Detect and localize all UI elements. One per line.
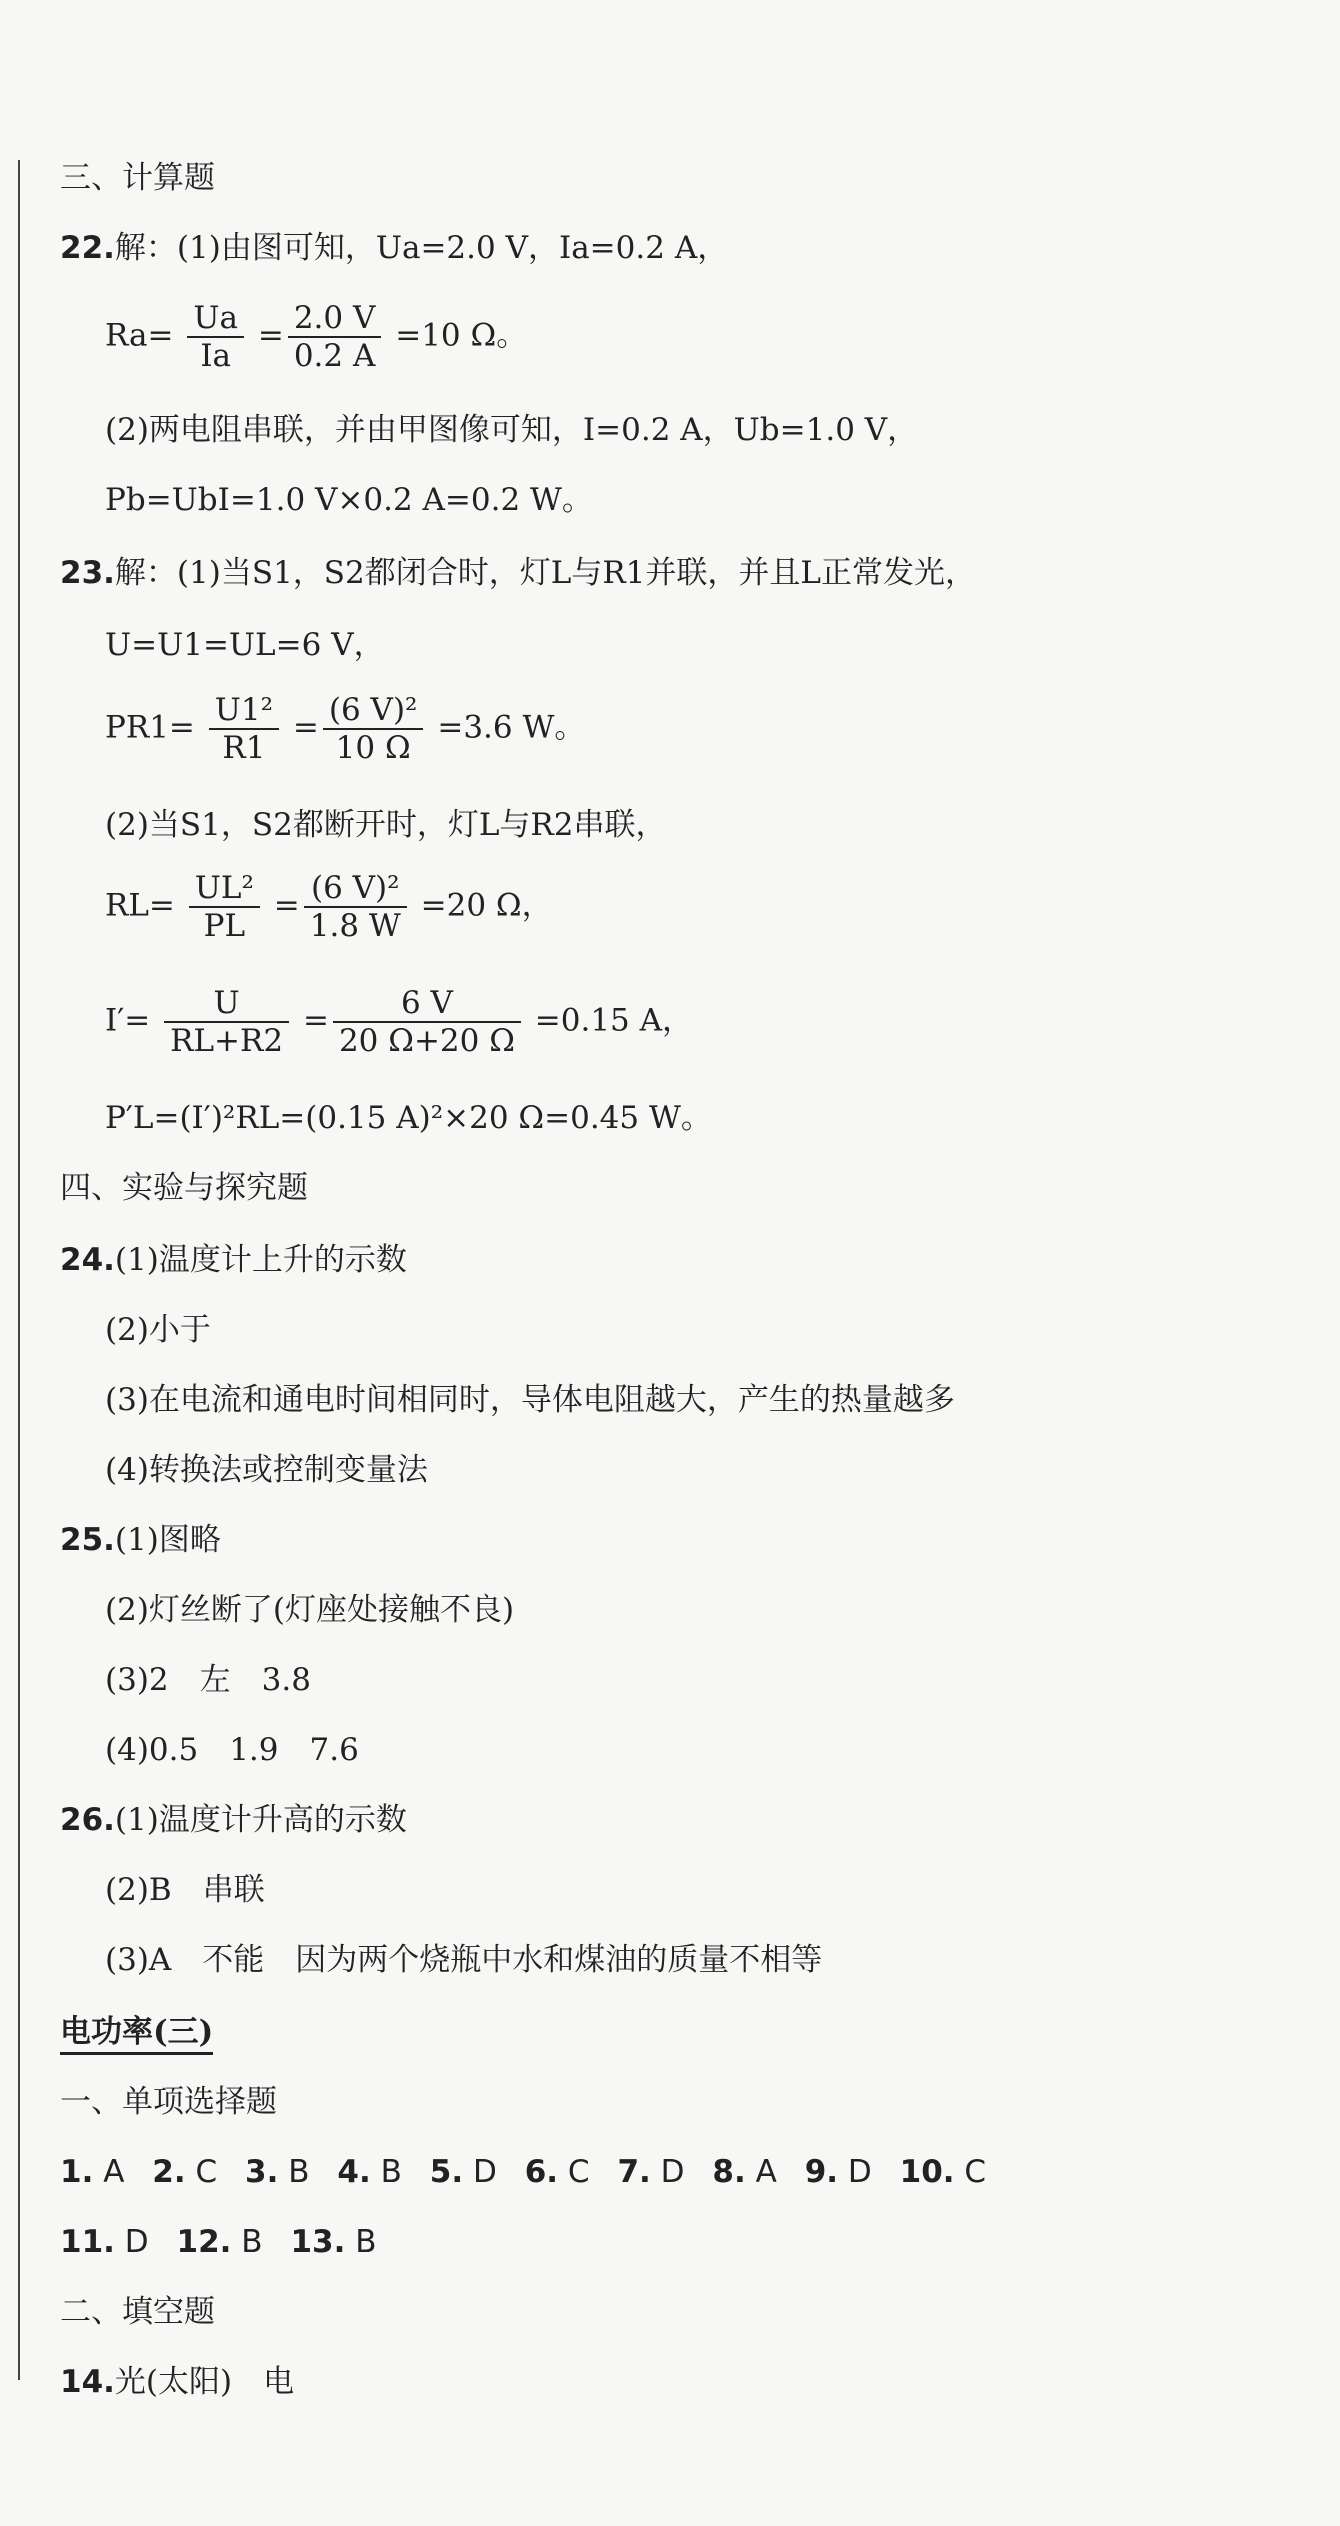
fraction: $\frac{Ua}{Ia}$	[187, 300, 244, 374]
q24-line2: (2)小于	[105, 1312, 211, 1348]
choice-answers-row1: 1. A 2. C 3. B 4. B 5. D 6. C 7. D 8. A 9. D 10. C	[60, 2154, 987, 2190]
section-heading: 四、实验与探究题	[60, 1170, 308, 1206]
q26-line1: 26.(1)温度计升高的示数	[60, 1802, 407, 1838]
q25-line4: (4)0.5 1.9 7.6	[105, 1732, 359, 1768]
section-heading: 二、填空题	[60, 2294, 215, 2330]
q23-line2: U=U1=UL=6 V，	[105, 627, 385, 663]
fraction: $\frac{2.0 V}{0.2 A}$	[288, 300, 382, 374]
fraction: $\frac{\text{(6 V)²}}{1.8 W}$	[304, 870, 407, 944]
q23-formula3: I′= $\frac{U}{RL+R2}$ = $\frac{6 V}{20 \Omega+20 \Omega}$ =0.15 A，	[105, 985, 694, 1059]
section-heading: 一、单项选择题	[60, 2084, 277, 2120]
q22-formula1: Ra= $\frac{Ua}{Ia}$ = $\frac{2.0 V}{0.2 A}$ =10 Ω。	[105, 300, 528, 374]
fraction: $\frac{\text{U1²}}{R1}$	[209, 692, 279, 766]
q25-line2: (2)灯丝断了(灯座处接触不良)	[105, 1592, 515, 1628]
q23-line3: (2)当S1，S2都断开时，灯L与R2串联，	[105, 807, 667, 843]
chapter-title: 电功率(三)	[60, 2012, 213, 2052]
choice-answers-row2: 11. D 12. B 13. B	[60, 2224, 377, 2260]
q23-formula1: PR1= $\frac{\text{U1²}}{R1}$ = $\frac{\text{(6 V)²}}{10 \Omega}$ =3.6 W。	[105, 692, 586, 766]
margin-rule	[18, 160, 20, 2380]
fraction: $\frac{6 V}{20 \Omega+20 \Omega}$	[333, 985, 521, 1059]
q25-line3: (3)2 左 3.8	[105, 1662, 311, 1698]
q26-line2: (2)B 串联	[105, 1872, 265, 1908]
q22-line1: 22.解：(1)由图可知，Ua=2.0 V，Ia=0.2 A，	[60, 230, 729, 266]
q22-line3: Pb=UbI=1.0 V×0.2 A=0.2 W。	[105, 482, 593, 518]
q23-line1: 23.解：(1)当S1，S2都闭合时，灯L与R1并联，并且L正常发光，	[60, 555, 976, 591]
q24-line1: 24.(1)温度计上升的示数	[60, 1242, 407, 1278]
q22-line2: (2)两电阻串联，并由甲图像可知，I=0.2 A，Ub=1.0 V，	[105, 412, 919, 448]
q26-line3: (3)A 不能 因为两个烧瓶中水和煤油的质量不相等	[105, 1942, 823, 1978]
q23-line4: P′L=(I′)²RL=(0.15 A)²×20 Ω=0.45 W。	[105, 1100, 712, 1136]
q24-line4: (4)转换法或控制变量法	[105, 1452, 428, 1488]
q14-line1: 14.光(太阳) 电	[60, 2364, 295, 2400]
q24-line3: (3)在电流和通电时间相同时，导体电阻越大，产生的热量越多	[105, 1382, 955, 1418]
fraction: $\frac{\text{(6 V)²}}{10 \Omega}$	[323, 692, 424, 766]
fraction: $\frac{\text{UL²}}{PL}$	[189, 870, 260, 944]
q23-formula2: RL= $\frac{\text{UL²}}{PL}$ = $\frac{\text{(6 V)²}}{1.8 W}$ =20 Ω，	[105, 870, 553, 944]
fraction: $\frac{U}{RL+R2}$	[164, 985, 289, 1059]
q25-line1: 25.(1)图略	[60, 1522, 221, 1558]
section-heading: 三、计算题	[60, 160, 215, 196]
